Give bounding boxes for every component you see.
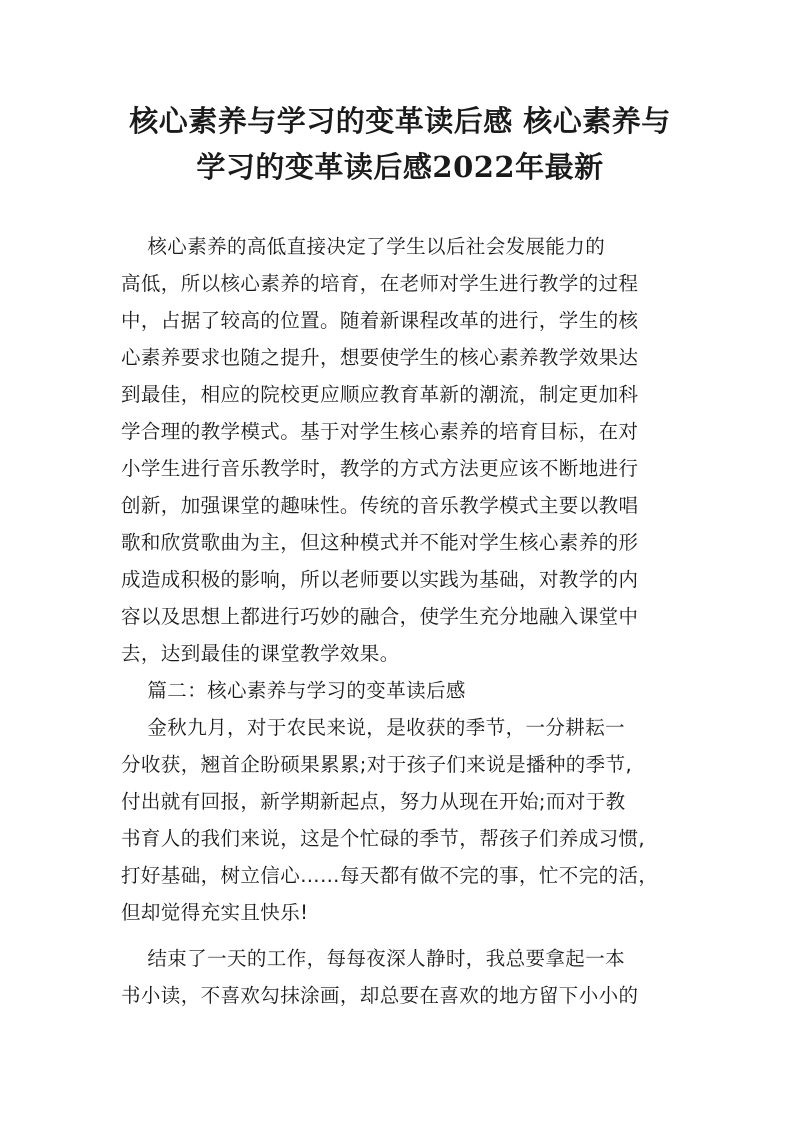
body-line: 核心素养的高低直接决定了学生以后社会发展能力的 (121, 235, 606, 258)
body-line: 结束了一天的工作，每每夜深人静时，我总要拿起一本 (121, 947, 625, 970)
body-line: 打好基础，树立信心……每天都有做不完的事，忙不完的活， (121, 864, 659, 887)
body-line: 心素养要求也随之提升，想要使学生的核心素养教学效果达 (121, 346, 639, 369)
body-line: 高低，所以核心素养的培育，在老师对学生进行教学的过程 (121, 272, 639, 295)
body-line: 金秋九月，对于农民来说，是收获的季节，一分耕耘一 (121, 716, 625, 739)
document-title (100, 98, 700, 190)
body-line: 书小读，不喜欢勾抹涂画，却总要在喜欢的地方留下小小的 (121, 984, 639, 1007)
body-line: 付出就有回报，新学期新起点，努力从现在开始;而对于教 (121, 790, 626, 813)
title-line: 核心素养与学习的变革读后感 核心素养与 (129, 104, 671, 138)
section-heading: 篇二：核心素养与学习的变革读后感 (121, 679, 466, 702)
body-line: 小学生进行音乐教学时，教学的方式方法更应该不断地进行 (121, 457, 639, 480)
body-line: 中，占据了较高的位置。随着新课程改革的进行，学生的核 (121, 309, 639, 332)
body-line: 书育人的我们来说，这是个忙碌的季节，帮孩子们养成习惯, (121, 827, 645, 850)
body-line: 去，达到最佳的课堂教学效果。 (121, 642, 400, 665)
body-line: 歌和欣赏歌曲为主，但这种模式并不能对学生核心素养的形 (121, 531, 639, 554)
body-line: 但却觉得充实且快乐! (121, 901, 309, 924)
paragraph-gap (121, 931, 681, 940)
body-line: 创新，加强课堂的趣味性。传统的音乐教学模式主要以教唱 (121, 494, 639, 517)
document-body (121, 228, 681, 1014)
title-line: 学习的变革读后感2022年最新 (196, 150, 604, 184)
body-line: 到最佳，相应的院校更应顺应教育革新的潮流，制定更加科 (121, 383, 639, 406)
body-line: 容以及思想上都进行巧妙的融合，使学生充分地融入课堂中 (121, 605, 639, 628)
body-line: 成造成积极的影响，所以老师要以实践为基础，对教学的内 (121, 568, 639, 591)
body-line: 学合理的教学模式。基于对学生核心素养的培育目标，在对 (121, 420, 639, 443)
body-line: 分收获，翘首企盼硕果累累;对于孩子们来说是播种的季节, (121, 753, 633, 776)
